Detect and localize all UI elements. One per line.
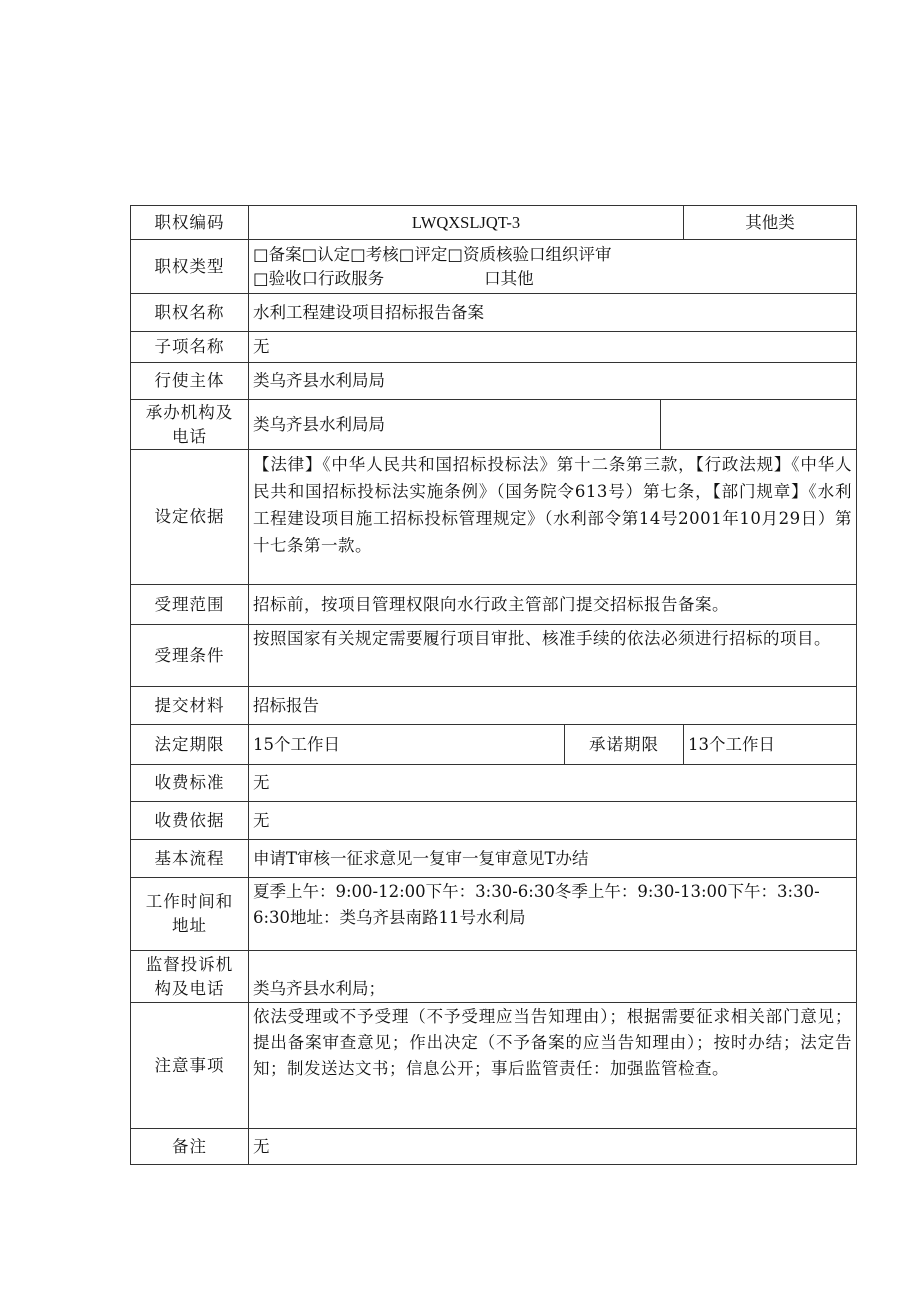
notes-label: 注意事项 [131, 1003, 249, 1129]
office-label [131, 400, 249, 450]
type-value [249, 240, 857, 294]
code-value: LWQXSLJQT-3 [249, 206, 684, 240]
row-code [131, 206, 857, 240]
office-label-line1: 承办机构及 [145, 402, 234, 422]
fee-std-value: 无 [249, 765, 857, 802]
complaint-label-line1: 监督投诉机 [145, 954, 234, 974]
notes-text: 依法受理或不予受理（不予受理应当告知理由）；根据需要征求相关部门意见；提出备案审查意见；作出决定（不予备案的应当告知理由）；按时办结；法定告知；制发送达文书；信息公开；事后监管责任：加强监管检查。 [253, 1007, 853, 1078]
fee-basis-value: 无 [249, 802, 857, 840]
subitem-label: 子项名称 [131, 332, 249, 363]
code-label: 职权编码 [131, 206, 249, 240]
hours-label [131, 878, 249, 951]
row-fee-std [131, 765, 857, 802]
fee-std-label: 收费标准 [131, 765, 249, 802]
process-label: 基本流程 [131, 840, 249, 878]
office-label-line2: 电话 [172, 426, 207, 446]
office-phone [661, 400, 857, 450]
hours-label-line2: 地址 [172, 916, 207, 935]
conditions-value: 按照国家有关规定需要履行项目审批、核准手续的依法必须进行招标的项目。 [249, 625, 857, 687]
notes-value [249, 1003, 857, 1129]
period-value: 15个工作日 [249, 725, 565, 765]
complaint-value: 类乌齐县水利局； [249, 951, 857, 1003]
row-subitem [131, 332, 857, 363]
type-label: 职权类型 [131, 240, 249, 294]
row-scope [131, 585, 857, 625]
hours-value: 夏季上午：9:00-12:00下午：3:30-6:30冬季上午：9:30-13:00下午：3:30-6:30地址：类乌齐县南路11号水利局 [249, 878, 857, 951]
row-basis [131, 450, 857, 585]
row-fee-basis [131, 802, 857, 840]
subject-label: 行使主体 [131, 363, 249, 400]
name-label: 职权名称 [131, 294, 249, 332]
category-value: 其他类 [684, 206, 857, 240]
period-label: 法定期限 [131, 725, 249, 765]
hours-label-line1: 工作时间和 [145, 892, 234, 911]
row-name [131, 294, 857, 332]
remark-value: 无 [249, 1129, 857, 1165]
type-option-other: 口其他 [484, 268, 534, 288]
row-process [131, 840, 857, 878]
basis-value [249, 450, 857, 585]
basis-text: 【法律】《中华人民共和国招标投标法》第十二条第三款，【行政法规】《中华人民共和国招标投标法实施条例》（国务院令613号）第七条，【部门规章】《水利工程建设项目施工招标投标管理规定》（水利部令第14号2001年10月29日）第十七条第一款。 [253, 455, 853, 555]
office-value: 类乌齐县水利局局 [249, 400, 661, 450]
basis-label: 设定依据 [131, 450, 249, 585]
row-office [131, 400, 857, 450]
scope-label: 受理范围 [131, 585, 249, 625]
promise-label: 承诺期限 [565, 725, 684, 765]
materials-value: 招标报告 [249, 687, 857, 725]
type-option-service: □验收口行政服务 [253, 268, 385, 288]
row-type [131, 240, 857, 294]
row-period [131, 725, 857, 765]
conditions-label: 受理条件 [131, 625, 249, 687]
row-materials [131, 687, 857, 725]
row-complaint [131, 951, 857, 1003]
row-remark [131, 1129, 857, 1165]
permission-info-table [130, 205, 857, 1165]
process-value: 申请T审核一征求意见一复审一复审意见T办结 [249, 840, 857, 878]
row-subject [131, 363, 857, 400]
complaint-label [131, 951, 249, 1003]
row-hours [131, 878, 857, 951]
scope-value: 招标前，按项目管理权限向水行政主管部门提交招标报告备案。 [249, 585, 857, 625]
promise-value: 13个工作日 [684, 725, 857, 765]
subject-value: 类乌齐县水利局局 [249, 363, 857, 400]
row-conditions [131, 625, 857, 687]
type-options-line2 [253, 267, 852, 291]
name-value: 水利工程建设项目招标报告备案 [249, 294, 857, 332]
complaint-label-line2: 构及电话 [154, 978, 225, 998]
fee-basis-label: 收费依据 [131, 802, 249, 840]
remark-label: 备注 [131, 1129, 249, 1165]
subitem-value: 无 [249, 332, 857, 363]
type-options-line1: □备案□认定□考核□评定□资质核验口组织评审 [253, 244, 612, 264]
row-notes [131, 1003, 857, 1129]
materials-label: 提交材料 [131, 687, 249, 725]
